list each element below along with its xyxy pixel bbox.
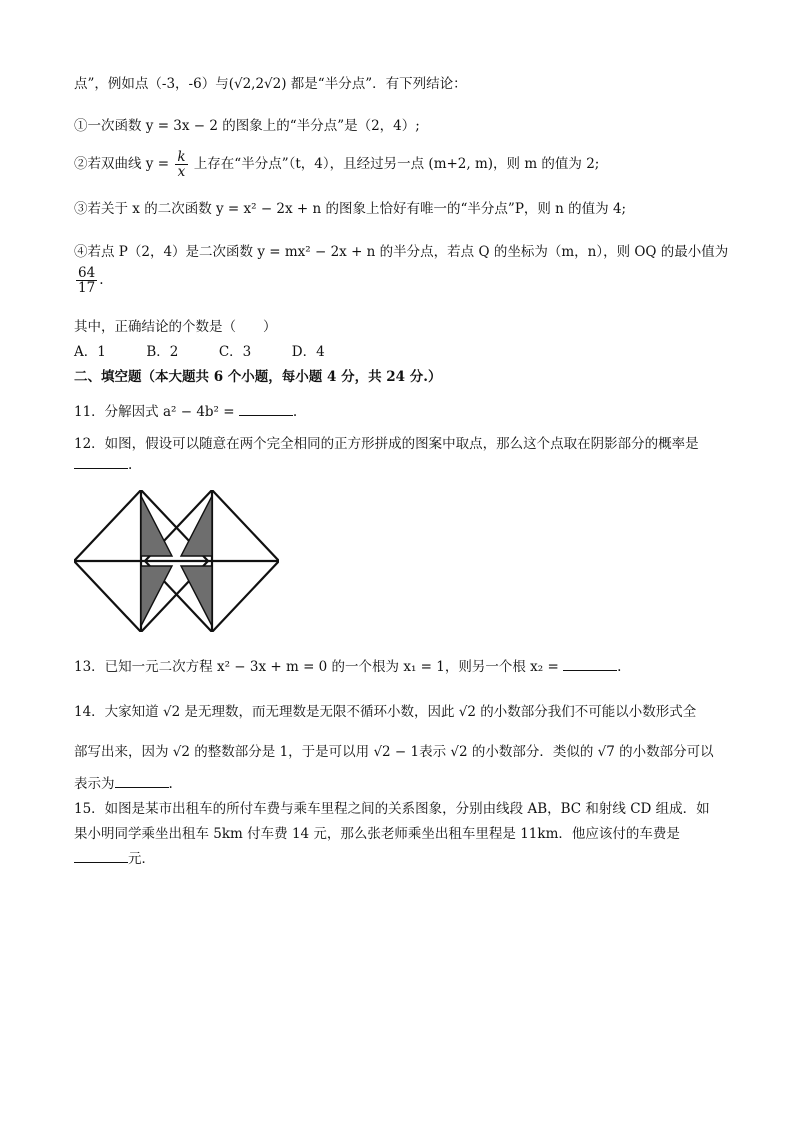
answer-options: A．1 B．2 C．3 D．4 — [74, 344, 325, 360]
question-15-line-2: 果小明同学乘坐出租车 5km 付车费 14 元，那么张老师乘坐出租车里程是 11km．他应该付的车费是 — [74, 826, 680, 842]
question-15-line-3 — [74, 847, 155, 867]
fraction-denominator: 17 — [78, 280, 96, 296]
period: . — [292, 404, 298, 420]
answer-blank — [563, 658, 617, 671]
answer-blank — [239, 403, 293, 416]
period: . — [617, 659, 622, 675]
question-14-line-3 — [74, 772, 173, 792]
question-13 — [74, 655, 621, 675]
period: . — [168, 776, 173, 792]
question-13-text: 13．已知一元二次方程 x² − 3x + m = 0 的一个根为 x₁ = 1，则另一个根 x₂ = — [74, 659, 559, 675]
section-heading: 二、填空题（本大题共 6 个小题，每小题 4 分，共 24 分.） — [74, 369, 442, 385]
statement-3: ③若关于 x 的二次函数 y = x² − 2x + n 的图象上恰好有唯一的“半分点”P，则 n 的值为 4; — [74, 201, 627, 217]
fraction-k-over-x — [175, 150, 187, 179]
answer-blank — [74, 850, 128, 863]
answer-blank — [74, 456, 128, 469]
fraction-64-over-17 — [76, 266, 97, 295]
question-12: 12．如图，假设可以随意在两个完全相同的正方形拼成的图案中取点，那么这个点取在阴影部分的概率是 — [74, 436, 699, 452]
period: . — [99, 272, 104, 288]
question-stem: 其中，正确结论的个数是（ ） — [74, 319, 277, 335]
answer-blank — [115, 775, 169, 788]
statement-4: ④若点 P（2，4）是二次函数 y = mx² − 2x + n 的半分点，若点 Q 的坐标为（m，n），则 OQ 的最小值为 — [74, 244, 729, 260]
question-11-text: 11．分解因式 a² − 4b² = — [74, 404, 235, 420]
fraction-numerator: k — [177, 149, 186, 165]
question-15: 15．如图是某市出租车的所付车费与乘车里程之间的关系图象，分别由线段 AB，BC 和射线 CD 组成．如 — [74, 801, 710, 817]
question-14-text: 表示为 — [74, 776, 115, 792]
two-squares-figure — [74, 490, 279, 632]
question-14: 14．大家知道 √2 是无理数，而无理数是无限不循环小数，因此 √2 的小数部分我们不可能以小数形式全 — [74, 704, 697, 720]
statement-1: ①一次函数 y = 3x − 2 的图象上的“半分点”是（2，4）; — [74, 118, 420, 134]
text-line: 点”，例如点（-3，-6）与(√2,2√2) 都是“半分点”．有下列结论： — [74, 76, 467, 92]
fraction-line — [74, 266, 103, 295]
fraction-denominator: x — [177, 164, 186, 180]
question-11 — [74, 400, 297, 420]
question-14-line-2: 部写出来，因为 √2 的整数部分是 1，于是可以用 √2 − 1表示 √2 的小数部分．类似的 √7 的小数部分可以 — [74, 744, 714, 760]
unit-yuan: 元． — [128, 851, 155, 867]
statement-2-end: 上存在“半分点”（t，4），且经过另一点 (m+2, m)，则 m 的值为 2; — [193, 156, 600, 172]
question-12-blank-line — [74, 456, 132, 473]
statement-2-start: ②若双曲线 y = — [74, 156, 170, 172]
period: . — [128, 457, 133, 473]
fraction-numerator: 64 — [78, 265, 96, 281]
statement-2 — [74, 150, 599, 179]
